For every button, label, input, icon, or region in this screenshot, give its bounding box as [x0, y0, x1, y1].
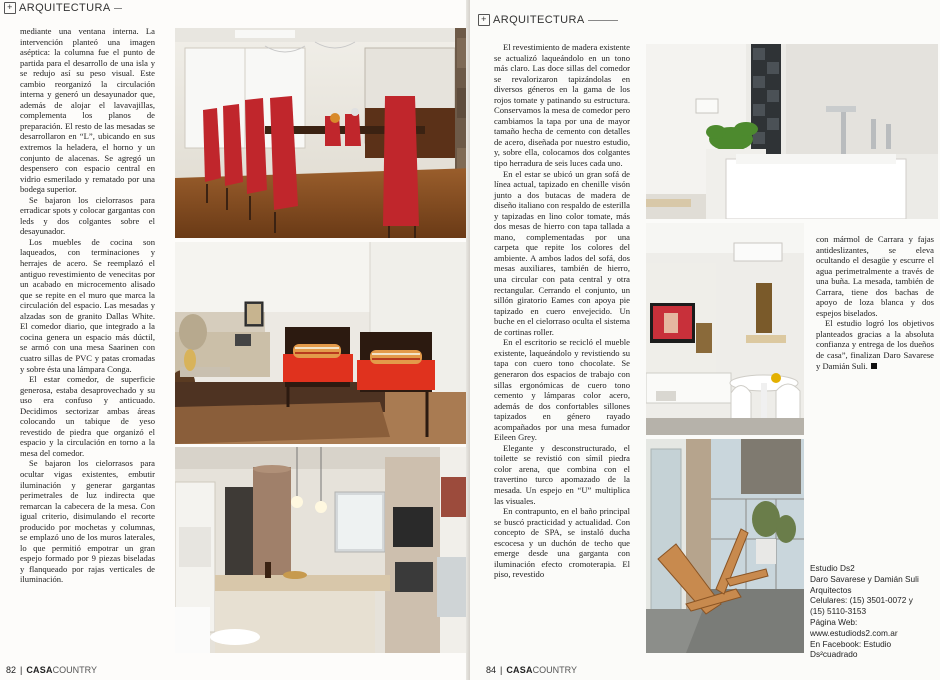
paragraph: Los muebles de cocina son laqueados, con terminaciones y herrajes de acero. Se reemplazó el antiguo revestimiento de venecitas por un acabado en microcemento alisado que se repite en el muro que marca la circulación del espacio. Las mesadas y alzadas son de granito Dallas White. El comedor diario, que integrado a la cocina genera un espacio más dúctil, se armó con una mesa Saarinen con cuatro sillas de PVC y patas cromadas y sobre ésta una lámpara Conga.	[20, 236, 155, 374]
credit-line: Página Web: www.estudiods2.com.ar	[810, 616, 898, 638]
paragraph: con mármol de Carrara y fajas antideslizantes, se eleva ocultando el desagüe y escurre el agua perimetralmente a través de una buña. La mesada, también de Carrara, tiene dos bachas de apoyo de loza blanca y dos espejos biselados.	[816, 234, 934, 318]
section-title: ARQUITECTURA	[19, 2, 111, 14]
page-folio-right: 84 | CASACOUNTRY	[486, 665, 578, 675]
section-header-right	[478, 14, 618, 26]
right-page	[470, 0, 940, 680]
section-title: ARQUITECTURA	[493, 14, 585, 26]
magazine-name-light: COUNTRY	[52, 665, 98, 675]
paragraph: Se bajaron los cielorrasos para erradicar spots y colocar gargantas con leds y dos colgantes sobre el desayunador.	[20, 194, 155, 237]
bathroom-sink-photo	[646, 44, 938, 219]
paragraph: El revestimiento de madera existente se actualizó laqueándolo en un tono más claro. Las doce sillas del comedor se revalorizaron tapizándolas en diversos géneros en la gama de los rojos tomate y patinando su estructura. Conservamos la mesa de comedor pero cambiamos la tapa por una de mayor tamaño hecha de cemento con detalles de acero, diseñada por nuestro estudio, y, sobre ella, colocamos dos colgantes tipo herradura de seis luces cada uno.	[494, 42, 630, 169]
credit-line: Celulares: (15) 3501-0072 y	[810, 595, 913, 606]
article-column-right-1	[494, 42, 630, 580]
credit-line: En Facebook: Estudio Ds²cuadrado	[810, 638, 892, 660]
balcony-photo	[646, 439, 804, 653]
credit-line: Estudio Ds2	[810, 563, 855, 573]
section-marker-icon: +	[478, 14, 490, 26]
paragraph: Se bajaron los cielorrasos para ocultar vigas existentes, embutir iluminación y generar gargantas perimetrales de luz indirecta que remarcan la cabecera de la mesa. Con igual criterio, disimulando el recorte producido por mochetas y columnas, se emplazó uno de los muros laterales, lo que permitió empotrar un gran espejo formado por 9 piezas biseladas y flanqueado por rajas verticales de iluminación.	[20, 458, 155, 585]
page-number: 82	[6, 665, 17, 675]
paragraph: El estar comedor, de superficie generosa, estaba desaprovechado y su uso era confuso y anticuado. Decidimos sectorizar ambas áreas colocando un tabique de yeso revestido de piedra que organizó el espacio y la circulación en torno a la mesa del comedor.	[20, 374, 155, 458]
section-marker-icon: +	[4, 2, 16, 14]
magazine-name: CASA	[26, 665, 53, 675]
paragraph: Elegante y desconstructurado, el toilette se revistió con símil piedra color arena, que combina con el travertino turco apomazado de la mesada. Un espejo en “U” multiplica las visuales.	[494, 442, 630, 506]
page-number: 84	[486, 665, 497, 675]
paragraph: En contrapunto, en el baño principal se buscó practicidad y actualidad. Con concepto de SPA, se instaló ducha escocesa y un duchón de techo que emerge desde una garganta con iluminación efecto cromoterapia. El piso, revestido	[494, 506, 630, 580]
credit-line: Daro Savarese y Damián Suli	[810, 573, 919, 584]
living-room-photo	[175, 242, 475, 444]
article-column-left	[20, 26, 155, 585]
study-tv-photo	[646, 223, 804, 435]
studio-credits	[810, 563, 938, 660]
section-header-left	[4, 2, 122, 14]
magazine-name: CASA	[506, 665, 533, 675]
paragraph: mediante una ventana interna. La intervención planteó una imagen aséptica: la columna fue el punto de partida para el desarrollo de una isla y se redujo así su peso visual. Este cambio reorganizó la circulación interna y generó un desayunador que, además de alojar el lavavajillas, complementa los planos de preparación. El resto de las mesadas se desarrollaron en “L”, ubicando en sus extremos la heladera, el horno y un conjunto de alacenas. Se agregó un despensero con espacio central en vidrio esmerilado y rematado por una bodega superior.	[20, 26, 155, 195]
paragraph: En el escritorio se recicló el mueble existente, laqueándolo y revistiendo su tapa con cuero tono chocolate. Se generaron dos espacios de trabajo con sillas ergonómicas de cuero tono cemento y lámparas color acero, además de dos confortables sillones tapizados en género rayado acompañados por una mesa fumador Eileen Grey.	[494, 337, 630, 443]
page-folio-left: 82 | CASACOUNTRY	[6, 665, 98, 675]
paragraph: El estudio logró los objetivos planteados gracias a la absoluta confianza y entrega de los dueños de casa”, finalizan Daro Savarese y Damián Suli.	[816, 318, 934, 371]
end-mark-icon	[871, 363, 877, 369]
credit-line: (15) 5110-3153	[810, 606, 867, 617]
credit-line: Arquitectos	[810, 584, 852, 595]
dining-room-photo	[175, 28, 475, 238]
paragraph: En el estar se ubicó un gran sofá de línea actual, tapizado en chenille visón junto a dos butacas de madera de diseño italiano con respaldo de esterilla y tapizadas en lino color tomate, más dos mesas de hierro con tapa tallada a mano, complementadas por una carpeta que repite los colores del ambiente. A ambos lados del sofá, dos mesas auxiliares, también de hierro, una circular con pata central y otra rectangular. Cerrando el conjunto, un sillón giratorio Eames con apoya pie tapizado en cuero envejecido. Un buche en el cielorraso oculta el sistema de cortinas roller.	[494, 168, 630, 337]
magazine-name-light: COUNTRY	[532, 665, 578, 675]
kitchen-photo	[175, 447, 475, 653]
article-column-right-2	[816, 234, 934, 371]
